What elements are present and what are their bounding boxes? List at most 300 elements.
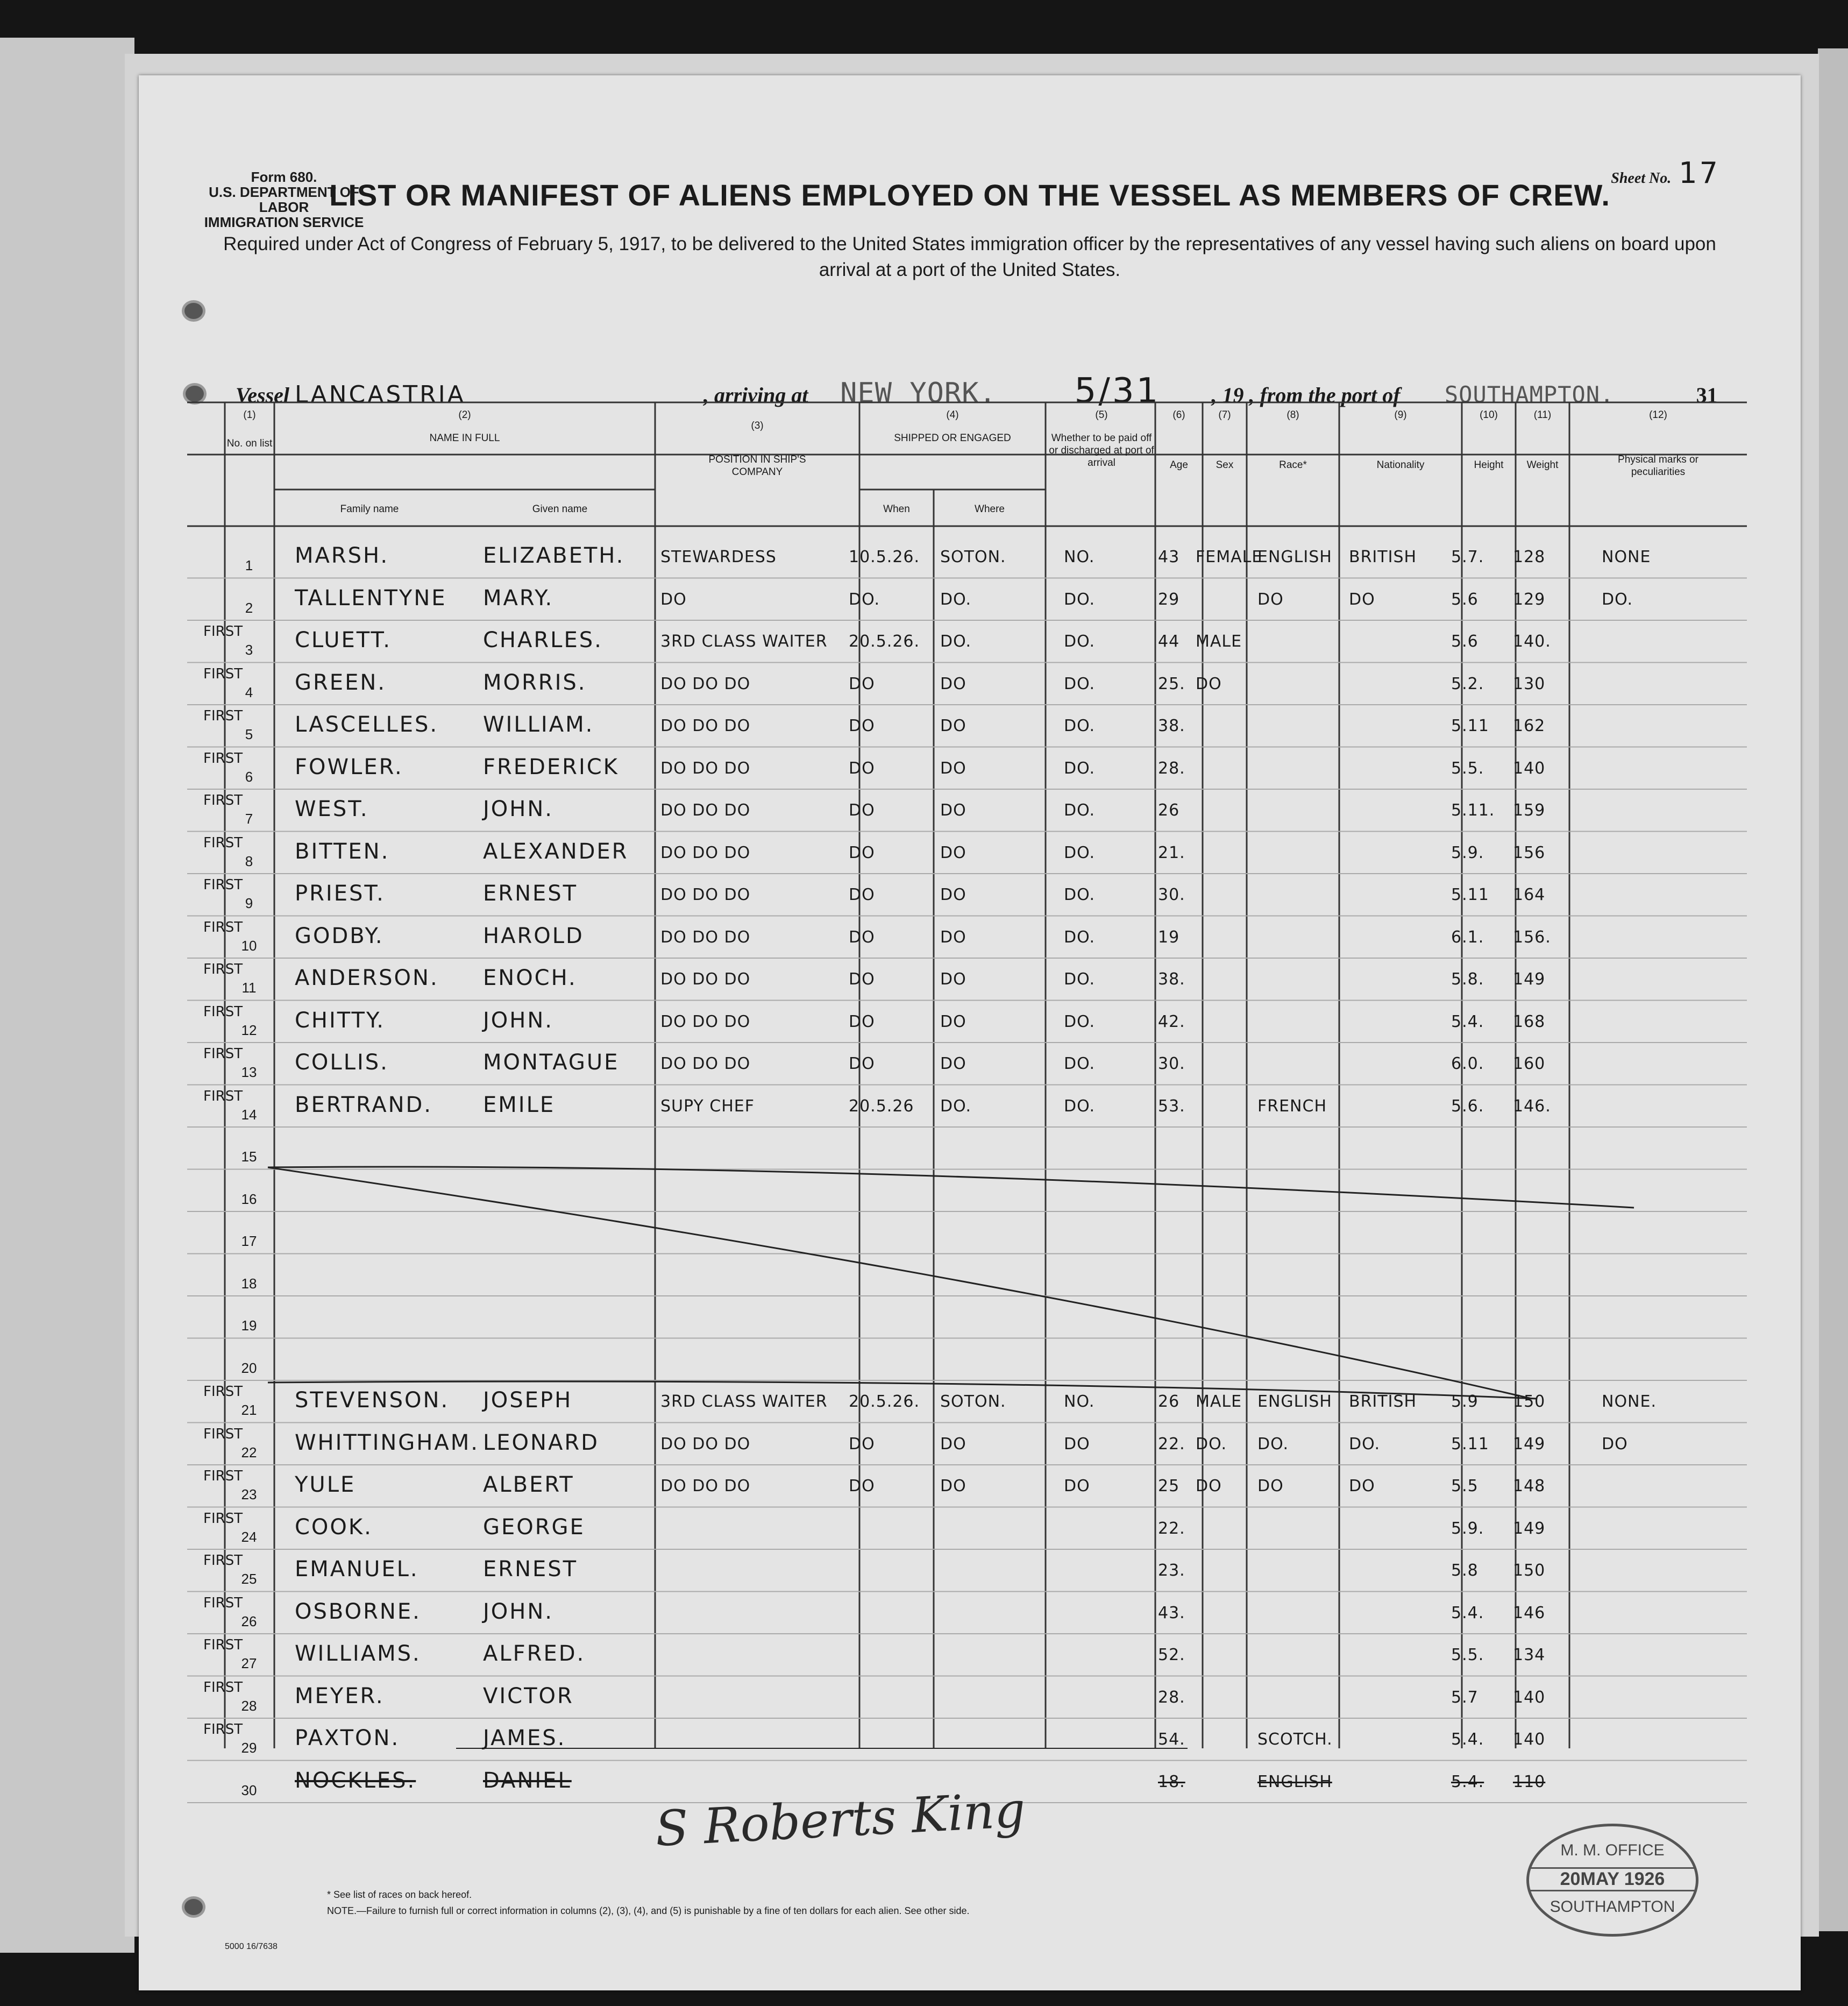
- page-number: 31: [1696, 383, 1718, 407]
- crew-class: FIRST: [203, 1553, 243, 1569]
- col-header-name: [274, 409, 655, 444]
- weight: 168: [1513, 1012, 1546, 1031]
- height: 5.5: [1451, 1477, 1479, 1495]
- sex: DO.: [1196, 1434, 1227, 1454]
- weight: 149: [1513, 1519, 1546, 1538]
- given-name: JOHN.: [483, 1599, 553, 1624]
- height: 5.8.: [1451, 970, 1484, 989]
- row-number: 16: [241, 1190, 257, 1207]
- col-header-nationality: [1339, 409, 1462, 471]
- physical-marks: DO.: [1602, 590, 1633, 609]
- physical-marks: NONE: [1602, 548, 1651, 566]
- given-name: VICTOR: [483, 1683, 574, 1709]
- shipped-when: DO: [849, 717, 875, 735]
- paid-off: DO.: [1064, 717, 1096, 735]
- race: ENGLISH: [1257, 1392, 1332, 1411]
- weight: 159: [1513, 801, 1546, 820]
- weight: 160: [1513, 1054, 1546, 1073]
- shipped-where: DO: [940, 885, 966, 904]
- table-row: [139, 917, 1801, 960]
- table-row: [139, 1719, 1801, 1762]
- row-number: 11: [241, 980, 257, 996]
- position: SUPY CHEF: [660, 1096, 755, 1116]
- crew-class: FIRST: [203, 750, 243, 767]
- family-name: CHITTY.: [295, 1008, 386, 1033]
- col-header-position: [655, 420, 859, 478]
- given-name: CHARLES.: [483, 628, 603, 653]
- col-label: Whether to be paid off or discharged at port of arrival: [1049, 433, 1154, 469]
- row-number: 26: [241, 1613, 257, 1629]
- shipped-where: DO: [940, 970, 966, 989]
- position: STEWARDESS: [660, 548, 777, 566]
- table-row: [139, 1593, 1801, 1635]
- col-label: POSITION IN SHIP'S COMPANY: [708, 454, 806, 478]
- weight: 149: [1513, 1434, 1546, 1454]
- row-number: 24: [241, 1528, 257, 1545]
- family-name: CLUETT.: [295, 628, 392, 653]
- col-num: (9): [1394, 409, 1407, 421]
- table-row: [139, 833, 1801, 875]
- col-header-height: [1462, 409, 1516, 471]
- table-row: [139, 1255, 1801, 1298]
- col-sub-where: Where: [975, 504, 1005, 515]
- family-name: ANDERSON.: [295, 966, 439, 990]
- height: 5.5.: [1451, 759, 1484, 778]
- position: DO DO DO: [660, 801, 751, 820]
- print-code: 5000 16/7638: [225, 1942, 278, 1951]
- col-num: (12): [1649, 409, 1667, 421]
- family-name: PAXTON.: [295, 1726, 400, 1750]
- family-name: NOCKLES.: [295, 1768, 416, 1793]
- crew-class: FIRST: [203, 708, 243, 724]
- row-number: 17: [241, 1233, 257, 1249]
- paid-off: NO.: [1064, 548, 1095, 566]
- table-row: [139, 537, 1801, 579]
- row-number: 15: [241, 1149, 257, 1165]
- shipped-when: DO: [849, 843, 875, 862]
- paid-off: DO.: [1064, 1096, 1096, 1116]
- sex: FEMALE: [1196, 548, 1263, 566]
- paid-off: DO: [1064, 1477, 1090, 1495]
- shipped-where: DO: [940, 801, 966, 820]
- paid-off: DO.: [1064, 1054, 1096, 1073]
- shipped-when: 20.5.26.: [849, 1392, 920, 1411]
- age: 38.: [1158, 970, 1185, 989]
- weight: 156.: [1513, 927, 1551, 947]
- paid-off: DO.: [1064, 970, 1096, 989]
- page-title: LIST OR MANIFEST OF ALIENS EMPLOYED ON THE VESSEL AS MEMBERS OF CREW.: [329, 178, 1610, 212]
- given-name: JOSEPH: [483, 1388, 573, 1413]
- height: 5.7.: [1451, 548, 1484, 566]
- vessel-name: LANCASTRIA: [295, 381, 466, 408]
- table-row: [139, 1086, 1801, 1129]
- height: 5.9.: [1451, 843, 1484, 862]
- crew-class: FIRST: [203, 1510, 243, 1527]
- weight: 150: [1513, 1561, 1546, 1580]
- col-label: Sex: [1216, 459, 1234, 471]
- race: FRENCH: [1257, 1096, 1327, 1116]
- nationality: BRITISH: [1349, 1392, 1417, 1411]
- crew-class: FIRST: [203, 623, 243, 640]
- weight: 162: [1513, 717, 1546, 735]
- height: 5.9: [1451, 1392, 1479, 1411]
- family-name: FOWLER.: [295, 754, 403, 779]
- weight: 164: [1513, 885, 1546, 904]
- row-number: 8: [245, 853, 253, 869]
- service: IMMIGRATION SERVICE: [204, 214, 364, 230]
- col-num: (2): [458, 409, 471, 421]
- col-label: Nationality: [1376, 459, 1425, 471]
- position: DO DO DO: [660, 885, 751, 904]
- crew-class: FIRST: [203, 1046, 243, 1062]
- height: 5.4.: [1451, 1012, 1484, 1031]
- family-name: COOK.: [295, 1514, 373, 1540]
- given-name: DANIEL: [483, 1768, 572, 1793]
- col-label: No. on list: [226, 438, 273, 449]
- position: 3RD CLASS WAITER: [660, 1392, 828, 1411]
- age: 30.: [1158, 885, 1185, 904]
- race: ENGLISH: [1257, 1772, 1332, 1791]
- col-label: SHIPPED OR ENGAGED: [894, 433, 1011, 444]
- nationality: BRITISH: [1349, 548, 1417, 566]
- weight: 140.: [1513, 632, 1551, 651]
- shipped-where: SOTON.: [940, 548, 1006, 566]
- given-name: MORRIS.: [483, 670, 587, 695]
- given-name: FREDERICK: [483, 754, 619, 779]
- stamp-location: SOUTHAMPTON: [1550, 1898, 1675, 1916]
- row-number: 9: [245, 895, 253, 911]
- shipped-where: DO.: [940, 1096, 972, 1116]
- crew-class: FIRST: [203, 1384, 243, 1400]
- given-name: JOHN.: [483, 1008, 553, 1033]
- row-number: 19: [241, 1317, 257, 1334]
- penalty-note: NOTE.—Failure to furnish full or correct information in columns (2), (3), (4), and (5) is punishable by a fine of ten dollars for each alien. See other side.: [327, 1905, 970, 1916]
- table-row: [139, 1424, 1801, 1466]
- weight: 140: [1513, 759, 1546, 778]
- given-name: GEORGE: [483, 1514, 585, 1540]
- height: 5.6.: [1451, 1096, 1484, 1116]
- sex: MALE: [1196, 1392, 1242, 1411]
- shipped-where: DO: [940, 1054, 966, 1073]
- weight: 140: [1513, 1730, 1546, 1749]
- row-number: 27: [241, 1655, 257, 1671]
- height: 5.4.: [1451, 1603, 1484, 1622]
- department: U.S. DEPARTMENT OF LABOR: [209, 184, 359, 215]
- row-number: 22: [241, 1444, 257, 1461]
- year-label: , 19: [1211, 383, 1244, 407]
- crew-class: FIRST: [203, 919, 243, 935]
- table-row: [139, 621, 1801, 664]
- table-row: [139, 579, 1801, 622]
- age: 44: [1158, 632, 1180, 651]
- age: 23.: [1158, 1561, 1185, 1580]
- shipped-when: DO: [849, 759, 875, 778]
- position: DO: [660, 590, 687, 609]
- col-num: (4): [946, 409, 959, 421]
- nationality: DO: [1349, 590, 1375, 609]
- age: 25.: [1158, 674, 1185, 693]
- age: 53.: [1158, 1096, 1185, 1116]
- row-number: 4: [245, 684, 253, 700]
- physical-marks: DO: [1602, 1434, 1628, 1454]
- from-port: SOUTHAMPTON.: [1444, 381, 1615, 408]
- col-num: (1): [243, 409, 256, 421]
- height: 5.6: [1451, 632, 1479, 651]
- position: DO DO DO: [660, 1012, 751, 1031]
- crew-class: FIRST: [203, 1637, 243, 1653]
- shipped-where: DO: [940, 1477, 966, 1495]
- age: 22.: [1158, 1519, 1185, 1538]
- family-name: YULE: [295, 1472, 356, 1497]
- arriving-label: , arriving at: [703, 383, 808, 407]
- family-name: MEYER.: [295, 1683, 385, 1709]
- crew-class: FIRST: [203, 1679, 243, 1696]
- shipped-when: DO: [849, 1434, 875, 1454]
- height: 5.5.: [1451, 1646, 1484, 1664]
- family-name: GODBY.: [295, 923, 384, 948]
- height: 6.0.: [1451, 1054, 1484, 1073]
- given-name: ELIZABETH.: [483, 543, 625, 568]
- height: 5.2.: [1451, 674, 1484, 693]
- family-name: BERTRAND.: [295, 1092, 433, 1117]
- col-header-marks: [1569, 409, 1747, 478]
- table-row: [139, 1044, 1801, 1086]
- age: 21.: [1158, 843, 1185, 862]
- paid-off: DO.: [1064, 632, 1096, 651]
- table-row: [139, 664, 1801, 706]
- col-num: (3): [751, 420, 764, 431]
- age: 28.: [1158, 1688, 1185, 1707]
- shipped-when: DO: [849, 1054, 875, 1073]
- sex: DO: [1196, 1477, 1222, 1495]
- row-number: 1: [245, 557, 253, 573]
- from-label: , from the port of: [1249, 383, 1401, 407]
- col-header-shipped: [859, 409, 1046, 444]
- table-row: [139, 1550, 1801, 1593]
- col-header-age: [1155, 409, 1203, 471]
- family-name: TALLENTYNE: [295, 585, 447, 611]
- position: DO DO DO: [660, 927, 751, 947]
- row-number: 20: [241, 1359, 257, 1376]
- age: 28.: [1158, 759, 1185, 778]
- family-name: LASCELLES.: [295, 712, 439, 737]
- col-num: (11): [1533, 409, 1552, 421]
- nationality: DO.: [1349, 1434, 1381, 1454]
- weight: 128: [1513, 548, 1546, 566]
- crew-class: FIRST: [203, 1468, 243, 1484]
- position: DO DO DO: [660, 1434, 751, 1454]
- height: 5.11: [1451, 717, 1489, 735]
- row-number: 14: [241, 1106, 257, 1123]
- shipped-where: SOTON.: [940, 1392, 1006, 1411]
- row-number: 30: [241, 1782, 257, 1798]
- col-label: Physical marks or peculiarities: [1618, 454, 1698, 478]
- height: 5.8: [1451, 1561, 1479, 1580]
- age: 22.: [1158, 1434, 1185, 1454]
- col-label: Height: [1474, 459, 1504, 471]
- crew-class: FIRST: [203, 1721, 243, 1738]
- paid-off: DO.: [1064, 759, 1096, 778]
- shipped-where: DO: [940, 717, 966, 735]
- weight: 148: [1513, 1477, 1546, 1495]
- shipped-where: DO.: [940, 590, 972, 609]
- family-name: BITTEN.: [295, 839, 390, 864]
- row-number: 13: [241, 1064, 257, 1080]
- family-name: COLLIS.: [295, 1050, 389, 1075]
- shipped-when: DO: [849, 970, 875, 989]
- sex: DO: [1196, 674, 1222, 693]
- crew-class: FIRST: [203, 961, 243, 977]
- age: 43: [1158, 548, 1180, 566]
- given-name: ALFRED.: [483, 1641, 586, 1666]
- adjacent-page-left: [0, 38, 134, 1953]
- height: 5.11: [1451, 885, 1489, 904]
- height: 5.6: [1451, 590, 1479, 609]
- race: DO.: [1257, 1434, 1289, 1454]
- shipped-when: DO: [849, 674, 875, 693]
- weight: 146.: [1513, 1096, 1551, 1116]
- sheet-number-value: 17: [1679, 156, 1720, 190]
- paid-off: DO.: [1064, 1012, 1096, 1031]
- weight: 140: [1513, 1688, 1546, 1707]
- crew-class: FIRST: [203, 792, 243, 809]
- age: 30.: [1158, 1054, 1185, 1073]
- stamp-office: M. M. OFFICE: [1560, 1841, 1665, 1859]
- position: DO DO DO: [660, 1477, 751, 1495]
- col-num: (7): [1218, 409, 1231, 421]
- given-name: MARY.: [483, 585, 554, 611]
- nationality: DO: [1349, 1477, 1375, 1495]
- shipped-where: DO: [940, 674, 966, 693]
- paid-off: DO.: [1064, 885, 1096, 904]
- col-num: (5): [1095, 409, 1108, 421]
- shipped-when: DO: [849, 801, 875, 820]
- race: DO: [1257, 590, 1284, 609]
- family-name: WEST.: [295, 797, 369, 821]
- vessel-label: Vessel: [236, 383, 289, 407]
- row-number: 3: [245, 642, 253, 658]
- weight: 130: [1513, 674, 1546, 693]
- weight: 134: [1513, 1646, 1546, 1664]
- race: ENGLISH: [1257, 548, 1332, 566]
- table-row: [139, 1508, 1801, 1551]
- table-row: [139, 1635, 1801, 1677]
- given-name: ALEXANDER: [483, 839, 629, 864]
- col-header-paid: [1048, 409, 1155, 469]
- table-row: [139, 1128, 1801, 1171]
- col-sub-when: When: [883, 504, 910, 515]
- given-name: MONTAGUE: [483, 1050, 620, 1075]
- paid-off: NO.: [1064, 1392, 1095, 1411]
- weight: 149: [1513, 970, 1546, 989]
- age: 26: [1158, 801, 1180, 820]
- shipped-when: DO.: [849, 590, 880, 609]
- col-num: (10): [1480, 409, 1498, 421]
- position: DO DO DO: [660, 759, 751, 778]
- shipped-when: DO: [849, 1477, 875, 1495]
- row-number: 2: [245, 599, 253, 616]
- weight: 150: [1513, 1392, 1546, 1411]
- crew-class: FIRST: [203, 1003, 243, 1020]
- form-number: Form 680.: [251, 169, 317, 185]
- age: 42.: [1158, 1012, 1185, 1031]
- shipped-where: DO: [940, 1434, 966, 1454]
- shipped-when: 20.5.26: [849, 1096, 914, 1116]
- position: DO DO DO: [660, 970, 751, 989]
- row-number: 23: [241, 1486, 257, 1502]
- given-name: ALBERT: [483, 1472, 574, 1497]
- family-name: MARSH.: [295, 543, 389, 568]
- row-number: 12: [241, 1022, 257, 1038]
- given-name: JOHN.: [483, 797, 553, 821]
- shipped-when: 20.5.26.: [849, 632, 920, 651]
- table-row: [139, 790, 1801, 833]
- table-row: [139, 1297, 1801, 1339]
- crew-class: FIRST: [203, 1088, 243, 1104]
- row-number: 29: [241, 1740, 257, 1756]
- shipped-where: DO: [940, 927, 966, 947]
- crew-class: FIRST: [203, 877, 243, 893]
- weight: 156: [1513, 843, 1546, 862]
- age: 38.: [1158, 717, 1185, 735]
- age: 43.: [1158, 1603, 1185, 1622]
- table-row: [139, 748, 1801, 791]
- shipped-where: DO: [940, 759, 966, 778]
- shipped-where: DO: [940, 843, 966, 862]
- col-label: Weight: [1526, 459, 1559, 471]
- given-name: LEONARD: [483, 1430, 599, 1455]
- given-name: JAMES.: [483, 1726, 566, 1750]
- row-number: 25: [241, 1571, 257, 1587]
- col-label: Age: [1170, 459, 1188, 471]
- given-name: ENOCH.: [483, 966, 577, 990]
- table-row: [139, 1171, 1801, 1213]
- crew-class: FIRST: [203, 1594, 243, 1611]
- crew-class: FIRST: [203, 834, 243, 851]
- given-name: WILLIAM.: [483, 712, 594, 737]
- shipped-where: DO.: [940, 632, 972, 651]
- paid-off: DO.: [1064, 590, 1096, 609]
- given-name: ERNEST: [483, 881, 578, 906]
- age: 19: [1158, 927, 1180, 947]
- age: 54.: [1158, 1730, 1185, 1749]
- position: DO DO DO: [660, 717, 751, 735]
- family-name: PRIEST.: [295, 881, 385, 906]
- given-name: EMILE: [483, 1092, 556, 1117]
- height: 5.4.: [1451, 1730, 1484, 1749]
- age: 25: [1158, 1477, 1180, 1495]
- row-number: 7: [245, 811, 253, 827]
- paid-off: DO.: [1064, 927, 1096, 947]
- crew-class: FIRST: [203, 665, 243, 682]
- table-row: [139, 1381, 1801, 1424]
- arriving-port: NEW YORK.: [840, 377, 997, 409]
- requirement-text: Required under Act of Congress of February 5, 1917, to be delivered to the United States immigration officer by the representatives of any vessel having such aliens on board upon arrival at a port of the United States.: [223, 233, 1716, 280]
- col-header-race: [1247, 409, 1339, 471]
- shipped-when: 10.5.26.: [849, 548, 920, 566]
- sheet-label: Sheet No.: [1611, 170, 1672, 187]
- col-sub-family: Family name: [340, 504, 399, 515]
- height: 5.11: [1451, 1434, 1489, 1454]
- age: 29: [1158, 590, 1180, 609]
- sex: MALE: [1196, 632, 1242, 651]
- office-stamp: [1526, 1824, 1698, 1937]
- table-row: [139, 1213, 1801, 1255]
- family-name: EMANUEL.: [295, 1557, 419, 1582]
- row-number: 6: [245, 768, 253, 785]
- age: 18.: [1158, 1772, 1185, 1791]
- shipped-when: DO: [849, 885, 875, 904]
